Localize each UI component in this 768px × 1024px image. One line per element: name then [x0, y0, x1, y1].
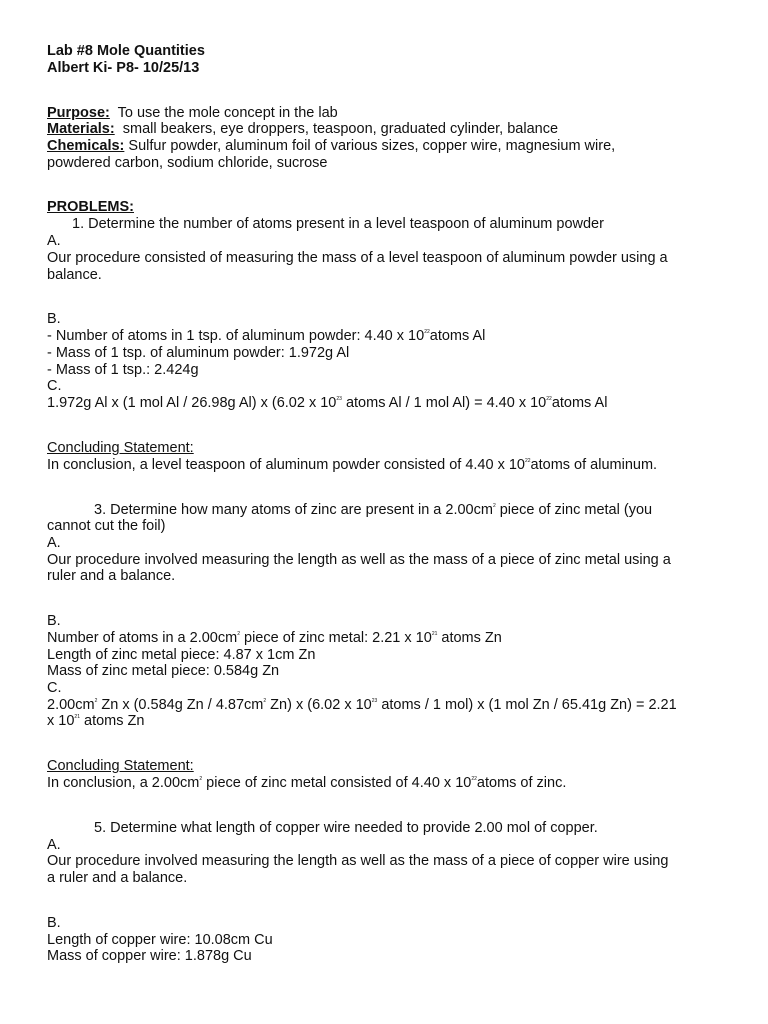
- problem-1-question: 1. Determine the number of atoms present in a level teaspoon of aluminum powder: [72, 216, 604, 232]
- exponent: 22: [471, 776, 477, 782]
- problem-1-conclusion-label: Concluding Statement:: [47, 440, 194, 456]
- problem-3-question-line-2: cannot cut the foil): [47, 518, 166, 534]
- problem-1-c-label: C.: [47, 378, 62, 394]
- problem-3-procedure-2: ruler and a balance.: [47, 568, 176, 584]
- purpose-text: To use the mole concept in the lab: [117, 105, 338, 121]
- text-run: In conclusion, a level teaspoon of aluminum powder consisted of 4.40 x 10: [47, 457, 525, 473]
- problem-3-b-label: B.: [47, 613, 61, 629]
- materials-line: [47, 121, 558, 138]
- chemicals-label: Chemicals:: [47, 138, 125, 154]
- document-title: Lab #8 Mole Quantities: [47, 43, 205, 59]
- problem-3-procedure-1: Our procedure involved measuring the length as well as the mass of a piece of zinc metal using a: [47, 552, 671, 568]
- problem-3-b1: [47, 630, 502, 647]
- problem-3-c-label: C.: [47, 680, 62, 696]
- text-run: Zn x (0.584g Zn / 4.87cm: [97, 697, 264, 713]
- problem-1-procedure-1: Our procedure consisted of measuring the mass of a level teaspoon of aluminum powder using a: [47, 250, 668, 266]
- text-run: atoms Al / 1 mol Al) = 4.40 x 10: [341, 395, 547, 411]
- problem-1-b1: [47, 328, 485, 345]
- chemicals-text-1: Sulfur powder, aluminum foil of various sizes, copper wire, magnesium wire,: [128, 138, 616, 154]
- text-run: atoms of aluminum.: [530, 457, 658, 473]
- text-run: 3. Determine how many atoms of zinc are present in a 2.00cm: [94, 502, 493, 518]
- problem-3-a-label: A.: [47, 535, 61, 551]
- exponent: 23: [371, 698, 378, 704]
- problems-heading: PROBLEMS:: [47, 199, 134, 215]
- problem-3-calculation: [47, 697, 677, 714]
- problem-5-procedure-2: a ruler and a balance.: [47, 870, 188, 886]
- text-run: atoms Al: [551, 395, 608, 411]
- text-run: 1.972g Al x (1 mol Al / 26.98g Al) x (6.02 x 10: [47, 395, 337, 411]
- problem-5-b2: Mass of copper wire: 1.878g Cu: [47, 948, 252, 964]
- exponent: 22: [424, 329, 430, 335]
- text-run: atoms Zn: [79, 713, 145, 729]
- text-run: piece of zinc metal consisted of 4.40 x 10: [202, 775, 472, 791]
- problem-1-procedure-2: balance.: [47, 267, 102, 283]
- problem-3-question: [94, 502, 652, 519]
- problem-1-b3: - Mass of 1 tsp.: 2.424g: [47, 362, 199, 378]
- problem-1-b-label: B.: [47, 311, 61, 327]
- exponent: 21: [74, 714, 80, 720]
- problem-3-conclusion: [47, 775, 566, 792]
- problem-5-a-label: A.: [47, 837, 61, 853]
- exponent: 22: [546, 396, 552, 402]
- problem-3-conclusion-label: Concluding Statement:: [47, 758, 194, 774]
- purpose-label: Purpose:: [47, 105, 110, 121]
- text-run: In conclusion, a 2.00cm: [47, 775, 200, 791]
- exponent: 2: [199, 776, 203, 782]
- exponent: 23: [336, 396, 342, 402]
- exponent: 21: [431, 631, 438, 637]
- problem-5-procedure-1: Our procedure involved measuring the length as well as the mass of a piece of copper wire using: [47, 853, 669, 869]
- problem-5-question: 5. Determine what length of copper wire needed to provide 2.00 mol of copper.: [94, 820, 598, 836]
- text-run: piece of zinc metal: 2.21 x 10: [239, 630, 432, 646]
- problem-1-b2: - Mass of 1 tsp. of aluminum powder: 1.972g Al: [47, 345, 350, 361]
- exponent: 2: [492, 503, 496, 509]
- purpose-line: [47, 105, 338, 122]
- problem-1-a-label: A.: [47, 233, 61, 249]
- text-run: atoms / 1 mol) x (1 mol Zn / 65.41g Zn) = 2.21: [377, 697, 677, 713]
- problem-1-conclusion: [47, 457, 657, 474]
- problem-3-b2: Length of zinc metal piece: 4.87 x 1cm Zn: [47, 647, 316, 663]
- author-line: Albert Ki- P8- 10/25/13: [47, 60, 200, 76]
- text-run: atoms of zinc.: [476, 775, 567, 791]
- text-run: x 10: [47, 713, 75, 729]
- text-run: atoms Al: [429, 328, 486, 344]
- materials-text: small beakers, eye droppers, teaspoon, graduated cylinder, balance: [122, 121, 559, 137]
- exponent: 2: [237, 631, 240, 637]
- materials-label: Materials:: [47, 121, 115, 137]
- chemicals-text-2: powdered carbon, sodium chloride, sucrose: [47, 155, 328, 171]
- exponent: 2: [94, 698, 98, 704]
- text-run: Number of atoms in a 2.00cm: [47, 630, 238, 646]
- text-run: piece of zinc metal (you: [495, 502, 653, 518]
- problem-3-b3: Mass of zinc metal piece: 0.584g Zn: [47, 663, 280, 679]
- problem-5-b-label: B.: [47, 915, 61, 931]
- chemicals-line: [47, 138, 615, 155]
- text-run: Zn) x (6.02 x 10: [266, 697, 372, 713]
- text-run: - Number of atoms in 1 tsp. of aluminum powder: 4.40 x 10: [47, 328, 425, 344]
- problem-3-calculation-line-2: [47, 713, 144, 730]
- text-run: atoms Zn: [437, 630, 502, 646]
- exponent: 22: [524, 458, 531, 464]
- problem-1-calculation: [47, 395, 607, 412]
- exponent: 2: [263, 698, 267, 704]
- problem-5-b1: Length of copper wire: 10.08cm Cu: [47, 932, 273, 948]
- text-run: 2.00cm: [47, 697, 95, 713]
